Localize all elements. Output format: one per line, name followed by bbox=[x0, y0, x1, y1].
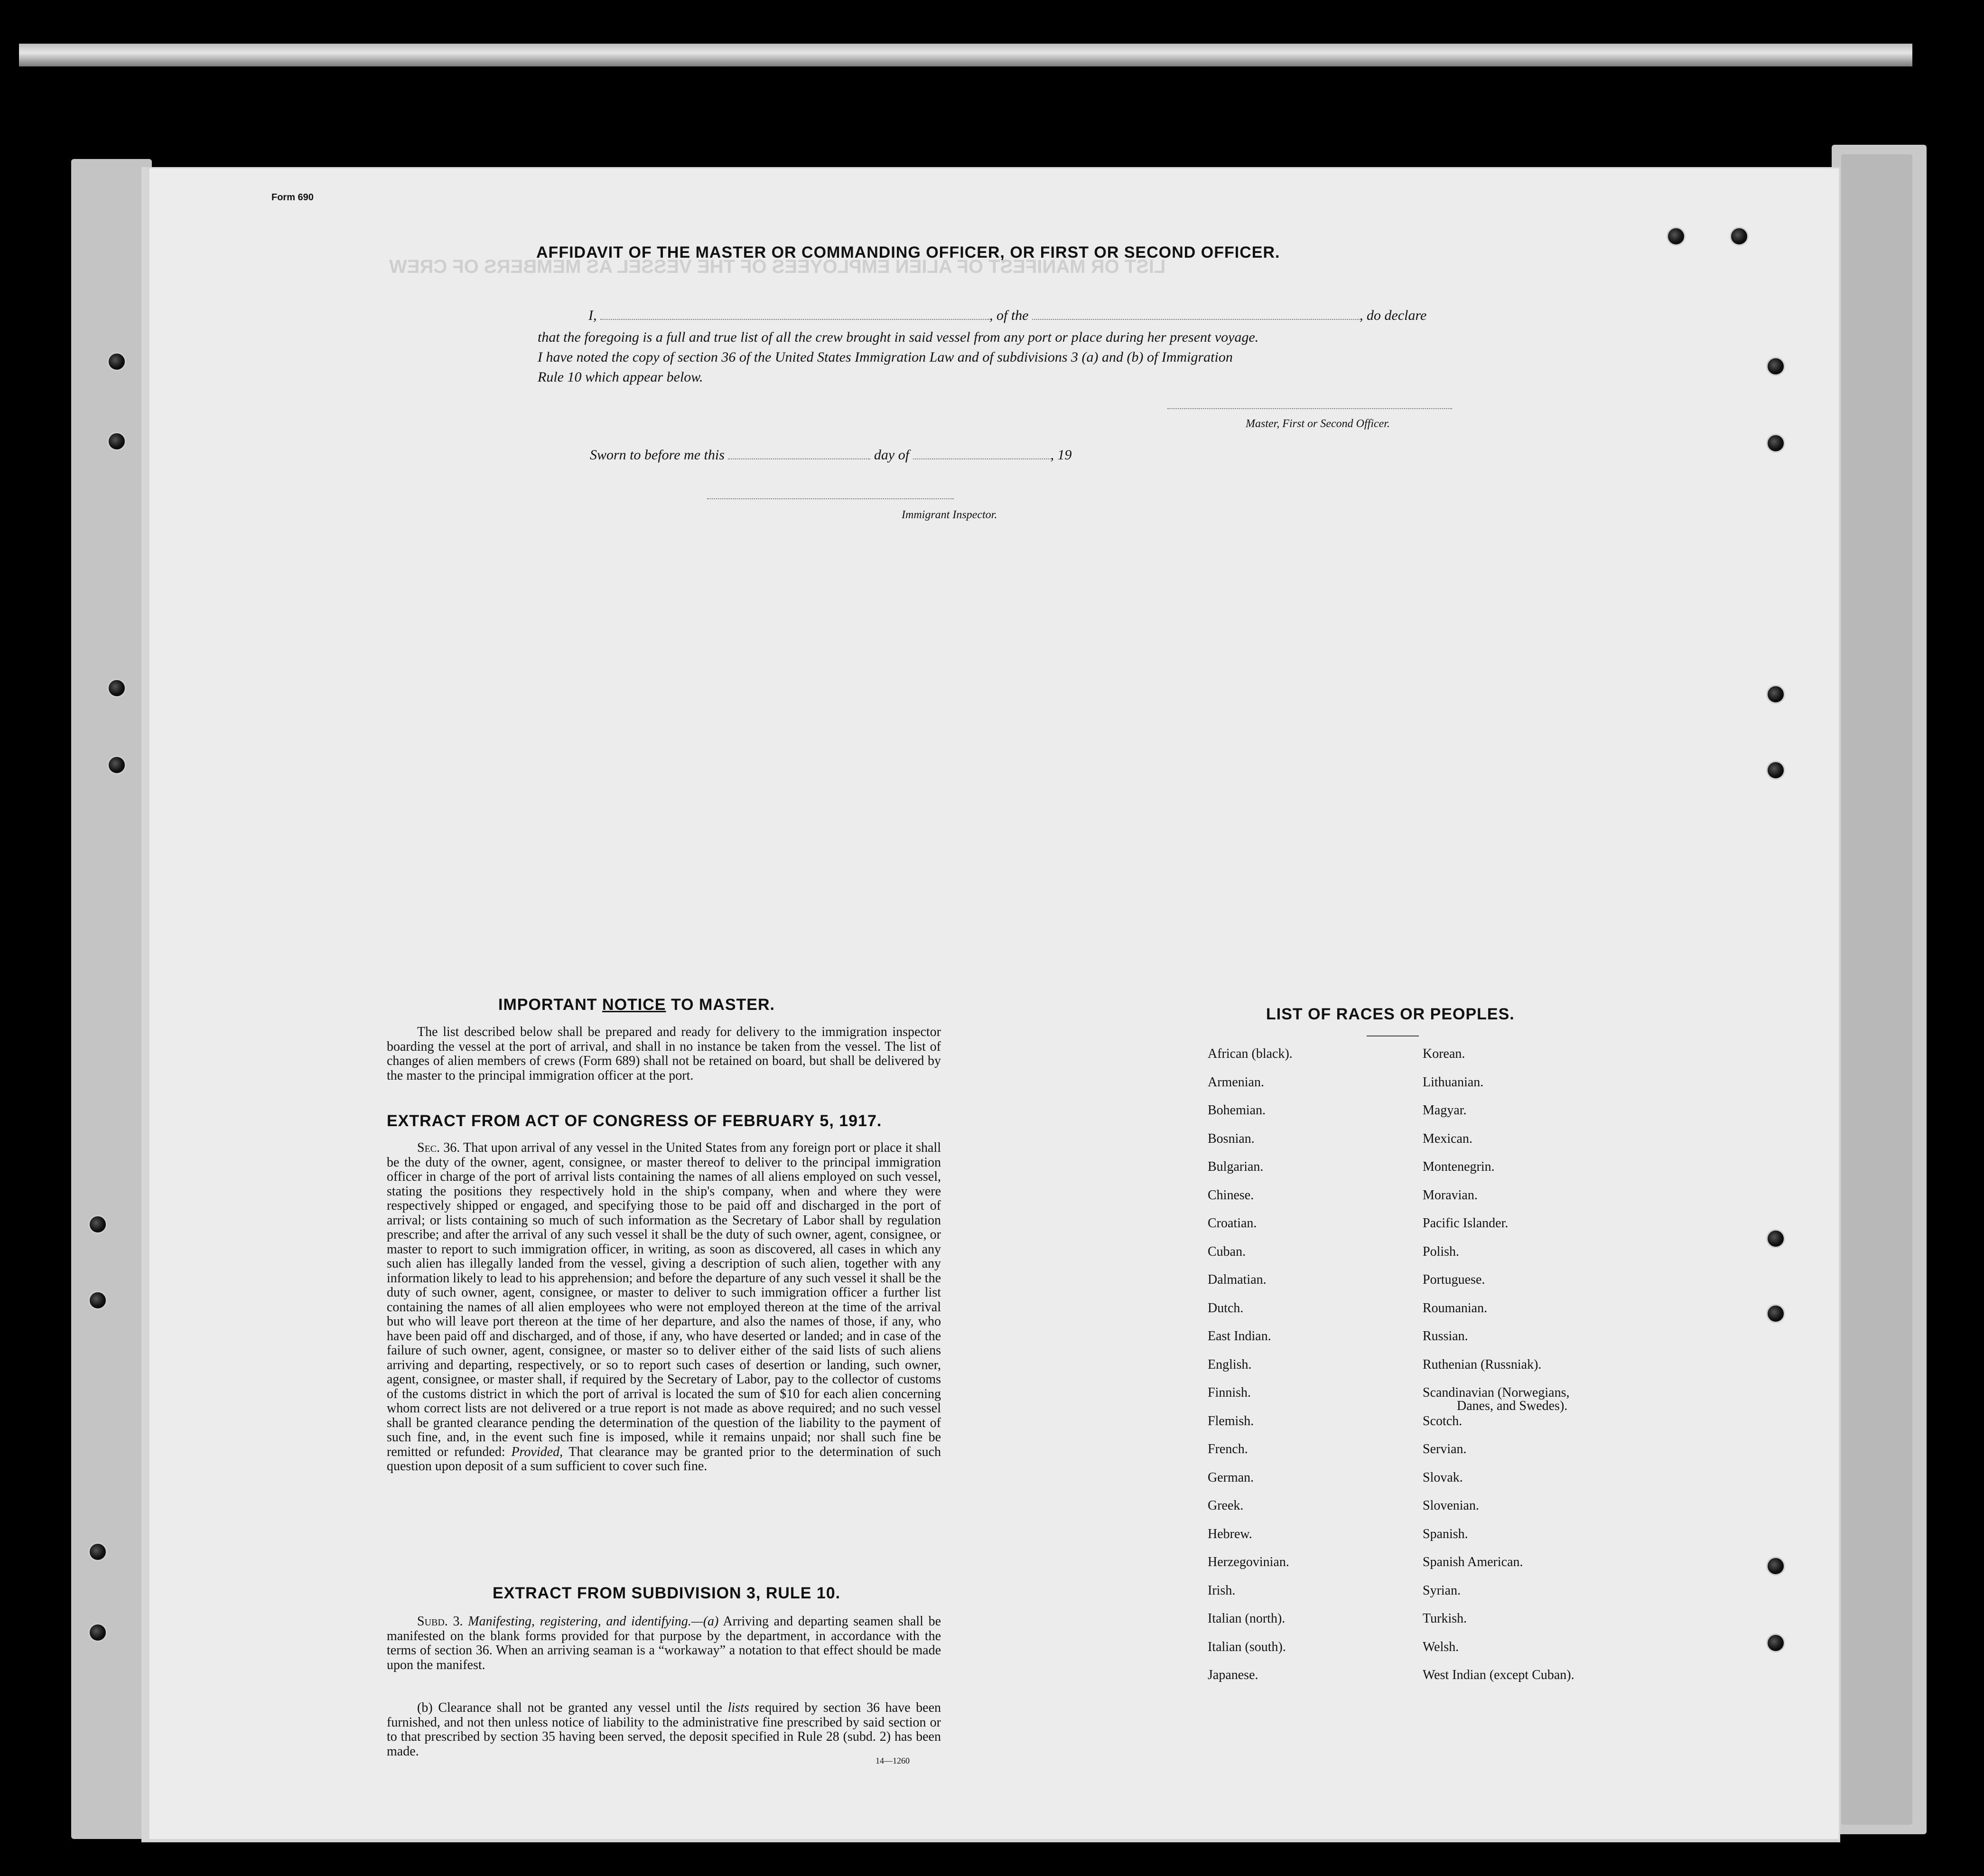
master-name-field[interactable] bbox=[600, 319, 989, 320]
sworn-month-field[interactable] bbox=[913, 458, 1051, 459]
sec-36-text: That upon arrival of any vessel in the United States from any foreign port or place it shall be the duty of the owner, agent, consignee, or master thereof to deliver to the principal immigration officer in charge of the port of arrival lists containing the names of all aliens employed on such vessel, stating the positions they respectively hold in the ship's company, when and where they were respectively shipped or engaged, and specifying those to be paid off and discharged in the port of arrival; or lists containing so much of such information as the Secretary of Labor shall by regulation prescribe; and after the arrival of any such vessel it shall be the duty of such owner, agent, consignee, or master to report to such immigration officer, in writing, as soon as discovered, all cases in which any such alien has illegally landed from the vessel, giving a description of such alien, together with any information likely to lead to his apprehension; and before the departure of any such vessel it shall be the duty of such owner, agent, consignee, or master to deliver to such immigration officer a further list containing the names of all alien employees who were not employed thereon at the time of the arrival but who will leave port thereon at the time of her departure, and also the names of those, if any, who have been paid off and discharged, and of those, if any, who have deserted or landed; and in case of the failure of such owner, agent, consignee, or master so to deliver either of the said lists of such aliens arriving and departing, respectively, or so to report such cases of desertion or landing, such owner, agent, consignee, or master shall, if required by the Secretary of Labor, pay to the collector of customs of the customs district in which the port of arrival is located the sum of $10 for each alien concerning whom correct lists are not delivered or a true report is not made as above required; and no such vessel shall be granted clearance pending the determination of the question of the liability to the payment of such fine, and, in the event such fine is imposed, while it remains unpaid; nor shall such fine be remitted or refunded: bbox=[387, 1140, 941, 1459]
form-page bbox=[149, 168, 1839, 1839]
race-item: Spanish. bbox=[1423, 1526, 1468, 1541]
master-signature-caption: Master, First or Second Officer. bbox=[1246, 418, 1390, 430]
punch-hole bbox=[1766, 1557, 1785, 1576]
affidavit-declare: , do declare bbox=[1360, 308, 1427, 323]
punch-hole bbox=[1766, 434, 1785, 453]
race-item: Syrian. bbox=[1423, 1583, 1461, 1598]
punch-hole bbox=[1766, 357, 1785, 376]
affidavit-line-1 bbox=[588, 308, 1426, 324]
race-item: East Indian. bbox=[1208, 1329, 1271, 1344]
race-item: Korean. bbox=[1423, 1046, 1465, 1061]
race-item: Croatian. bbox=[1208, 1216, 1257, 1231]
punch-hole bbox=[88, 1623, 107, 1642]
race-item: Scotch. bbox=[1423, 1413, 1462, 1428]
proviso-word: Provided, bbox=[511, 1444, 563, 1459]
affidavit-line-4: Rule 10 which appear below. bbox=[538, 369, 703, 385]
race-item: Greek. bbox=[1208, 1498, 1244, 1513]
vessel-name-field[interactable] bbox=[1032, 319, 1360, 320]
race-item: Scandinavian (Norwegians, bbox=[1423, 1385, 1570, 1400]
extract-rule-title: EXTRACT FROM SUBDIVISION 3, RULE 10. bbox=[493, 1584, 841, 1602]
sworn-text: Sworn to before me this bbox=[590, 447, 725, 463]
race-item: Slovak. bbox=[1423, 1470, 1463, 1485]
subd-para-a: Arriving and departing seamen shall be manifested on the blank forms provided for that purpose by the department, in accordance with the terms of section 36. When an arriving seaman is a “workaway” a notation to that effect should be made upon the manifest. bbox=[387, 1614, 941, 1672]
punch-hole bbox=[1766, 685, 1785, 704]
race-item: Bohemian. bbox=[1208, 1103, 1266, 1118]
race-item: Slovenian. bbox=[1423, 1498, 1479, 1513]
affidavit-line-2: that the foregoing is a full and true list of all the crew brought in said vessel from any port or place during her present voyage. bbox=[538, 329, 1259, 345]
races-title: LIST OF RACES OR PEOPLES. bbox=[1266, 1005, 1515, 1023]
race-item: German. bbox=[1208, 1470, 1254, 1485]
race-item: Lithuanian. bbox=[1423, 1074, 1484, 1090]
race-item: Welsh. bbox=[1423, 1639, 1459, 1654]
race-item: Pacific Islander. bbox=[1423, 1216, 1509, 1231]
race-item: Dalmatian. bbox=[1208, 1272, 1267, 1287]
race-item: Mexican. bbox=[1423, 1131, 1472, 1146]
master-signature-line[interactable] bbox=[1167, 408, 1452, 409]
race-item-continuation: Danes, and Swedes). bbox=[1457, 1399, 1568, 1413]
race-item: Herzegovinian. bbox=[1208, 1555, 1289, 1569]
ghost-header: LIST OR MANIFEST OF ALIEN EMPLOYEES OF THE VESSEL AS MEMBERS OF CREW bbox=[389, 256, 1166, 277]
subd-heading: Manifesting, registering, and identifying.—(a) bbox=[468, 1614, 719, 1629]
extract-act-body bbox=[387, 1141, 941, 1474]
extract-act-title: EXTRACT FROM ACT OF CONGRESS OF FEBRUARY 5, 1917. bbox=[387, 1112, 882, 1130]
sworn-line bbox=[590, 447, 1072, 463]
race-item: Irish. bbox=[1208, 1583, 1236, 1598]
race-item: Chinese. bbox=[1208, 1187, 1254, 1203]
print-code: 14—1260 bbox=[876, 1756, 910, 1765]
extract-rule-para-b: (b) Clearance shall not be granted any vessel until the lists required by section 36 have been furnished, and not then unless notice of liability to the administrative fine prescribed by said section or to that prescribed by section 35 having been served, the deposit specified in Rule 28 (subd. 2) has been made. bbox=[387, 1700, 941, 1759]
affidavit-of-the: , of the bbox=[989, 308, 1029, 323]
sec-36-label: Sec. 36. bbox=[417, 1140, 460, 1155]
race-item: Italian (north). bbox=[1208, 1611, 1285, 1626]
punch-hole bbox=[1766, 1229, 1785, 1248]
proviso-text: That clearance may be granted prior to the determination of such question upon deposit of a sum sufficient to cover such fine. bbox=[387, 1444, 941, 1474]
extract-rule-para-a bbox=[387, 1615, 941, 1672]
race-item: Polish. bbox=[1423, 1244, 1460, 1259]
inspector-signature-line[interactable] bbox=[707, 498, 954, 499]
left-page-edge bbox=[71, 159, 152, 1839]
notice-body: The list described below shall be prepared and ready for delivery to the immigration inspector boarding the vessel at the port of arrival, and shall in no instance be taken from the vessel. The list of changes of alien members of crews (Form 689) shall not be retained on board, but shall be delivered by the master to the principal immigration officer at the port. bbox=[387, 1025, 941, 1083]
punch-hole bbox=[107, 679, 126, 698]
punch-hole bbox=[1730, 227, 1749, 246]
form-number: Form 690 bbox=[271, 192, 314, 203]
sworn-year: , 19 bbox=[1050, 447, 1072, 463]
affidavit-i: I, bbox=[588, 308, 597, 323]
scanner-edge-strip bbox=[19, 44, 1912, 66]
affidavit-line-3: I have noted the copy of section 36 of the United States Immigration Law and of subdivisions 3 (a) and (b) of Immigration bbox=[538, 349, 1233, 365]
race-item: Dutch. bbox=[1208, 1300, 1244, 1316]
inspector-caption: Immigrant Inspector. bbox=[902, 509, 997, 521]
race-item: Finnish. bbox=[1208, 1385, 1251, 1400]
race-item: English. bbox=[1208, 1357, 1252, 1372]
race-item: Hebrew. bbox=[1208, 1526, 1252, 1541]
race-item: West Indian (except Cuban). bbox=[1423, 1668, 1574, 1682]
race-item: Magyar. bbox=[1423, 1103, 1467, 1118]
punch-hole bbox=[1766, 761, 1785, 780]
race-item: Bulgarian. bbox=[1208, 1159, 1264, 1174]
punch-hole bbox=[88, 1291, 107, 1310]
race-item: Italian (south). bbox=[1208, 1639, 1286, 1654]
race-item: Armenian. bbox=[1208, 1074, 1264, 1090]
punch-hole bbox=[1766, 1304, 1785, 1323]
punch-hole bbox=[1766, 1633, 1785, 1652]
race-item: French. bbox=[1208, 1442, 1248, 1456]
race-item: Montenegrin. bbox=[1423, 1159, 1495, 1174]
race-item: Spanish American. bbox=[1423, 1555, 1523, 1569]
race-item: Moravian. bbox=[1423, 1187, 1478, 1203]
affidavit-title: AFFIDAVIT OF THE MASTER OR COMMANDING OFFICER, OR FIRST OR SECOND OFFICER. bbox=[536, 243, 1280, 261]
race-item: Japanese. bbox=[1208, 1668, 1258, 1682]
sworn-day-of: day of bbox=[874, 447, 910, 463]
punch-hole bbox=[1667, 227, 1686, 246]
punch-hole bbox=[107, 432, 126, 451]
race-item: Servian. bbox=[1423, 1442, 1467, 1456]
race-item: Roumanian. bbox=[1423, 1300, 1488, 1316]
sworn-day-field[interactable] bbox=[728, 458, 870, 459]
race-item: Cuban. bbox=[1208, 1244, 1246, 1259]
punch-hole bbox=[107, 352, 126, 371]
race-item: Turkish. bbox=[1423, 1611, 1467, 1626]
race-item: Bosnian. bbox=[1208, 1131, 1255, 1146]
subd-label: Subd. 3. bbox=[417, 1614, 463, 1629]
race-item: Russian. bbox=[1423, 1329, 1468, 1344]
punch-hole bbox=[107, 756, 126, 775]
punch-hole bbox=[88, 1542, 107, 1561]
race-item: Flemish. bbox=[1208, 1413, 1254, 1428]
notice-title: IMPORTANT NOTICE TO MASTER. bbox=[498, 996, 775, 1014]
punch-hole bbox=[88, 1215, 107, 1234]
race-item: Ruthenian (Russniak). bbox=[1423, 1357, 1542, 1372]
page-stack-edge-inner bbox=[1841, 154, 1912, 1825]
race-item: Portuguese. bbox=[1423, 1272, 1485, 1287]
race-item: African (black). bbox=[1208, 1046, 1293, 1061]
